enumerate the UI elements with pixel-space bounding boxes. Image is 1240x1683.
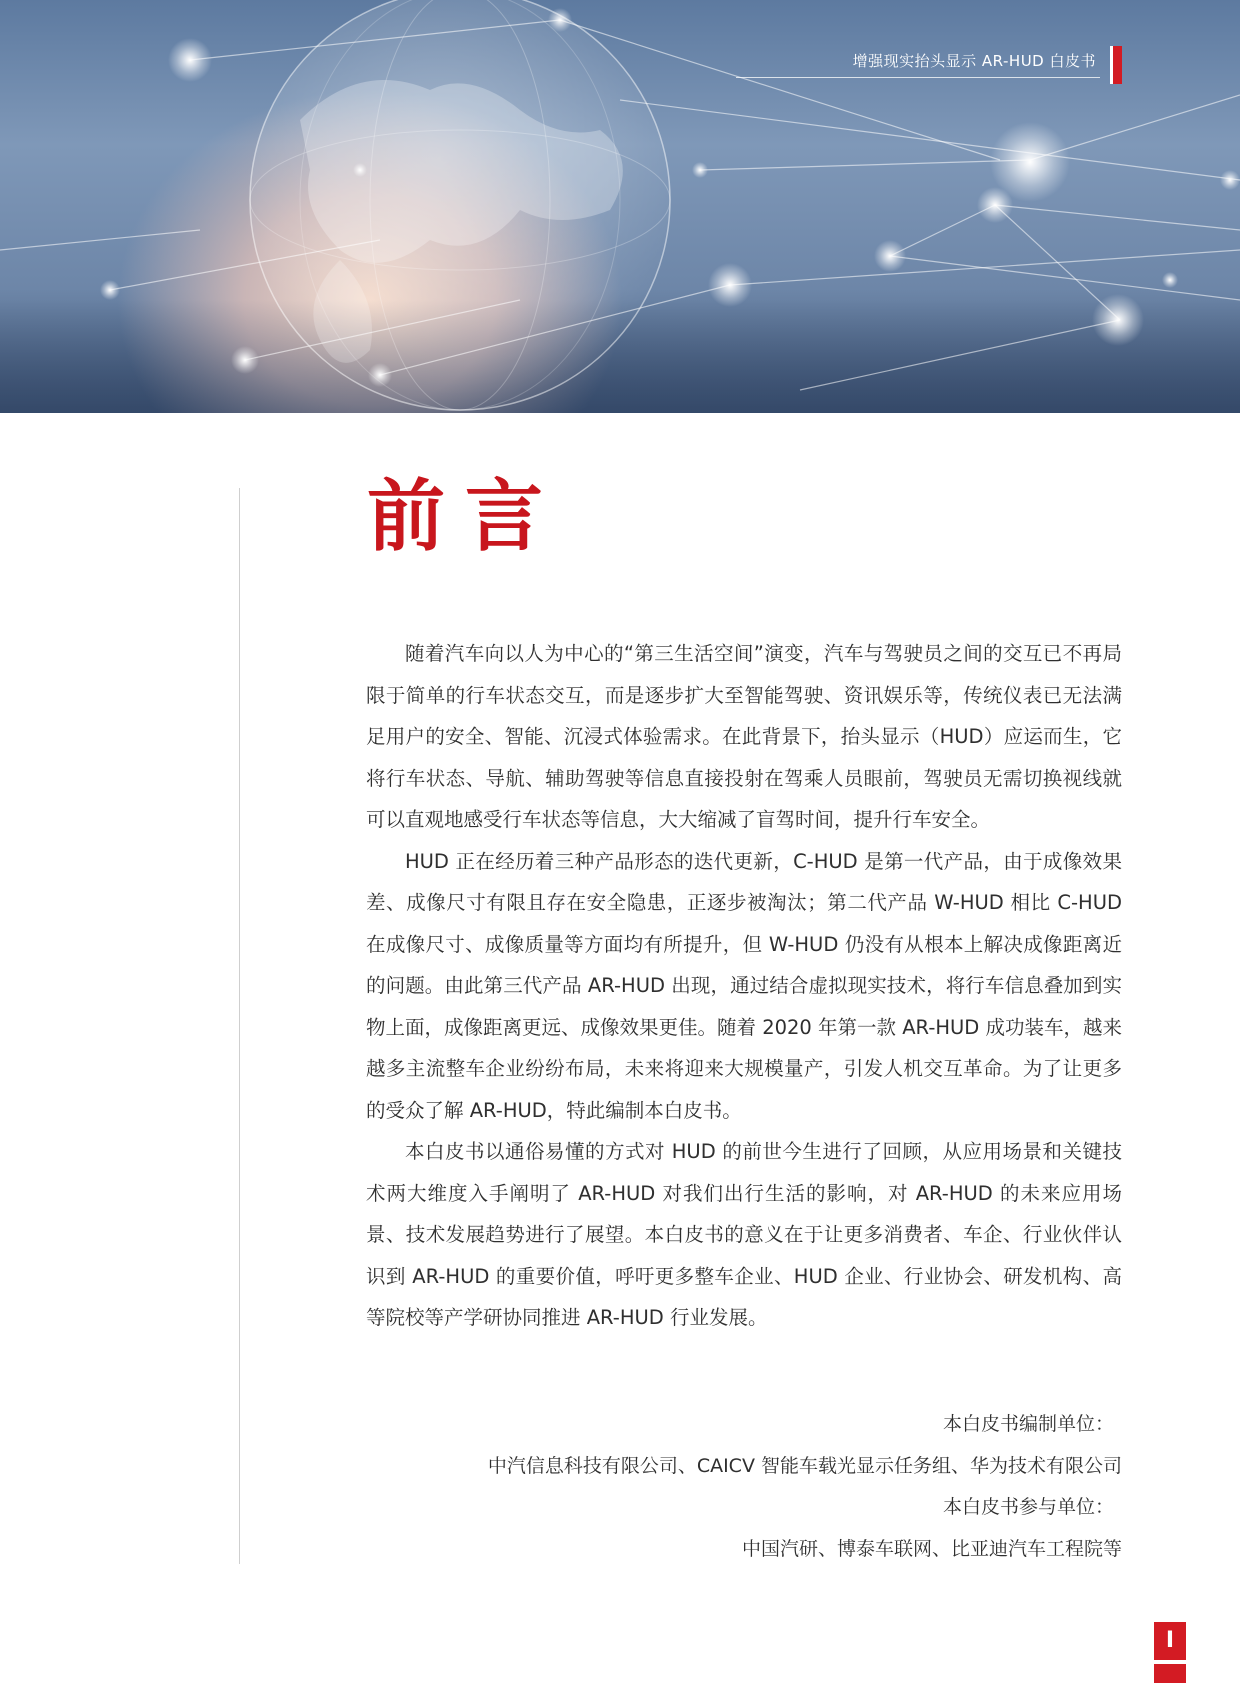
header-accent-mark bbox=[1110, 46, 1122, 84]
paragraph: 本白皮书以通俗易懂的方式对 HUD 的前世今生进行了回顾，从应用场景和关键技术两大维度入手阐明了 AR-HUD 对我们出行生活的影响，对 AR-HUD 的未来应用场景、技术发展趋势进行了展望。本白皮书的意义在于让更多消费者、车企、行业伙伴认识到 AR-HUD 的重要价值，呼吁更多整车企业、HUD 企业、行业协会、研发机构、高等院校等产学研协同推进 AR-HUD 行业发展。 bbox=[366, 1140, 1122, 1329]
page-number-tab bbox=[1154, 1664, 1186, 1683]
paragraph: 随着汽车向以人为中心的“第三生活空间”演变，汽车与驾驶员之间的交互已不再局限于简单的行车状态交互，而是逐步扩大至智能驾驶、资讯娱乐等，传统仪表已无法满足用户的安全、智能、沉浸式体验需求。在此背景下，抬头显示（HUD）应运而生，它将行车状态、导航、辅助驾驶等信息直接投射在驾乘人员眼前，驾驶员无需切换视线就可以直观地感受行车状态等信息，大大缩减了盲驾时间，提升行车安全。 bbox=[366, 642, 1122, 831]
participant-list: 中国汽研、博泰车联网、比亚迪汽车工程院等 bbox=[741, 1537, 1122, 1560]
header-divider bbox=[736, 77, 1100, 78]
participant-label: 本白皮书参与单位： bbox=[942, 1496, 1114, 1518]
paragraph: HUD 正在经历着三种产品形态的迭代更新，C-HUD 是第一代产品，由于成像效果差、成像尺寸有限且存在安全隐患，正逐步被淘汰；第二代产品 W-HUD 相比 C-HUD 在成像尺寸、成像质量等方面均有所提升，但 W-HUD 仍没有从根本上解决成像距离近的问题。由此第三代产品 AR-HUD 出现，通过结合虚拟现实技术，将行车信息叠加到实物上面，成像距离更远、成像效果更佳。随着 2020 年第一款 AR-HUD 成功装车，越来越多主流整车企业纷纷布局，未来将迎来大规模量产，引发人机交互革命。为了让更多的受众了解 AR-HUD，特此编制本白皮书。 bbox=[366, 849, 1123, 1122]
margin-rule bbox=[239, 488, 240, 1564]
page-number: I bbox=[1154, 1622, 1186, 1660]
page-title: 前言 bbox=[367, 472, 564, 562]
credits bbox=[488, 1404, 1122, 1570]
header-banner bbox=[0, 0, 1240, 413]
compiler-label: 本白皮书编制单位： bbox=[942, 1413, 1114, 1435]
running-header-title: 增强现实抬头显示 AR-HUD 白皮书 bbox=[852, 52, 1096, 70]
compiler-list: 中汽信息科技有限公司、CAICV 智能车载光显示任务组、华为技术有限公司 bbox=[487, 1454, 1122, 1477]
preface-body bbox=[366, 633, 1122, 1339]
